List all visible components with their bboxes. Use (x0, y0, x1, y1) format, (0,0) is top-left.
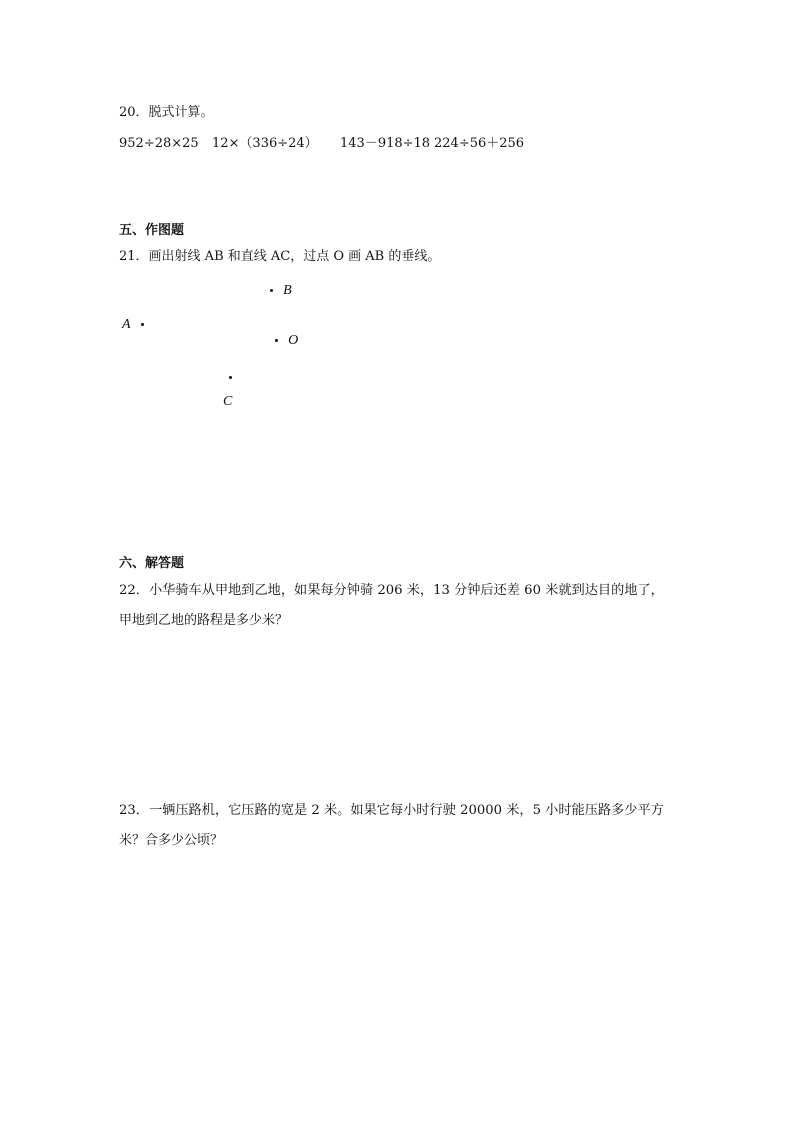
point-a (122, 317, 144, 333)
q20-calculations (119, 135, 524, 153)
q21-text: 21．画出射线 AB 和直线 AC，过点 O 画 AB 的垂线。 (119, 249, 441, 264)
calc-item-2: 12×（336÷24） (212, 136, 318, 151)
q23-line-1: 23．一辆压路机，它压路的宽是 2 米。如果它每小时行驶 20000 米，5 小时能压路多少平方 (119, 803, 664, 818)
point-a-label: A (122, 317, 131, 332)
point-b-dot (270, 289, 273, 292)
calc-item-3: 143－918÷18 (340, 136, 431, 151)
point-o-dot (275, 339, 278, 342)
section-5-heading: 五、作图题 (119, 223, 185, 238)
point-c-dot-wrap (229, 370, 232, 386)
point-b (270, 283, 292, 299)
point-b-label: B (283, 283, 292, 298)
calc-item-4: 224÷56＋256 (434, 136, 525, 151)
q22-line-1: 22．小华骑车从甲地到乙地，如果每分钟骑 206 米，13 分钟后还差 60 米就到达目的地了， (119, 583, 664, 598)
section-6-heading: 六、解答题 (119, 556, 185, 571)
point-a-dot (141, 323, 144, 326)
q23-line-2: 米？合多少公顷？ (119, 833, 224, 848)
q20-title: 20．脱式计算。 (119, 105, 214, 120)
point-o (275, 333, 298, 349)
q22-line-2: 甲地到乙地的路程是多少米？ (119, 613, 289, 628)
point-c-dot (229, 376, 232, 379)
calc-item-1: 952÷28×25 (119, 136, 199, 151)
point-o-label: O (288, 333, 299, 348)
point-c-label-wrap (223, 394, 232, 410)
point-c-label: C (223, 394, 233, 409)
